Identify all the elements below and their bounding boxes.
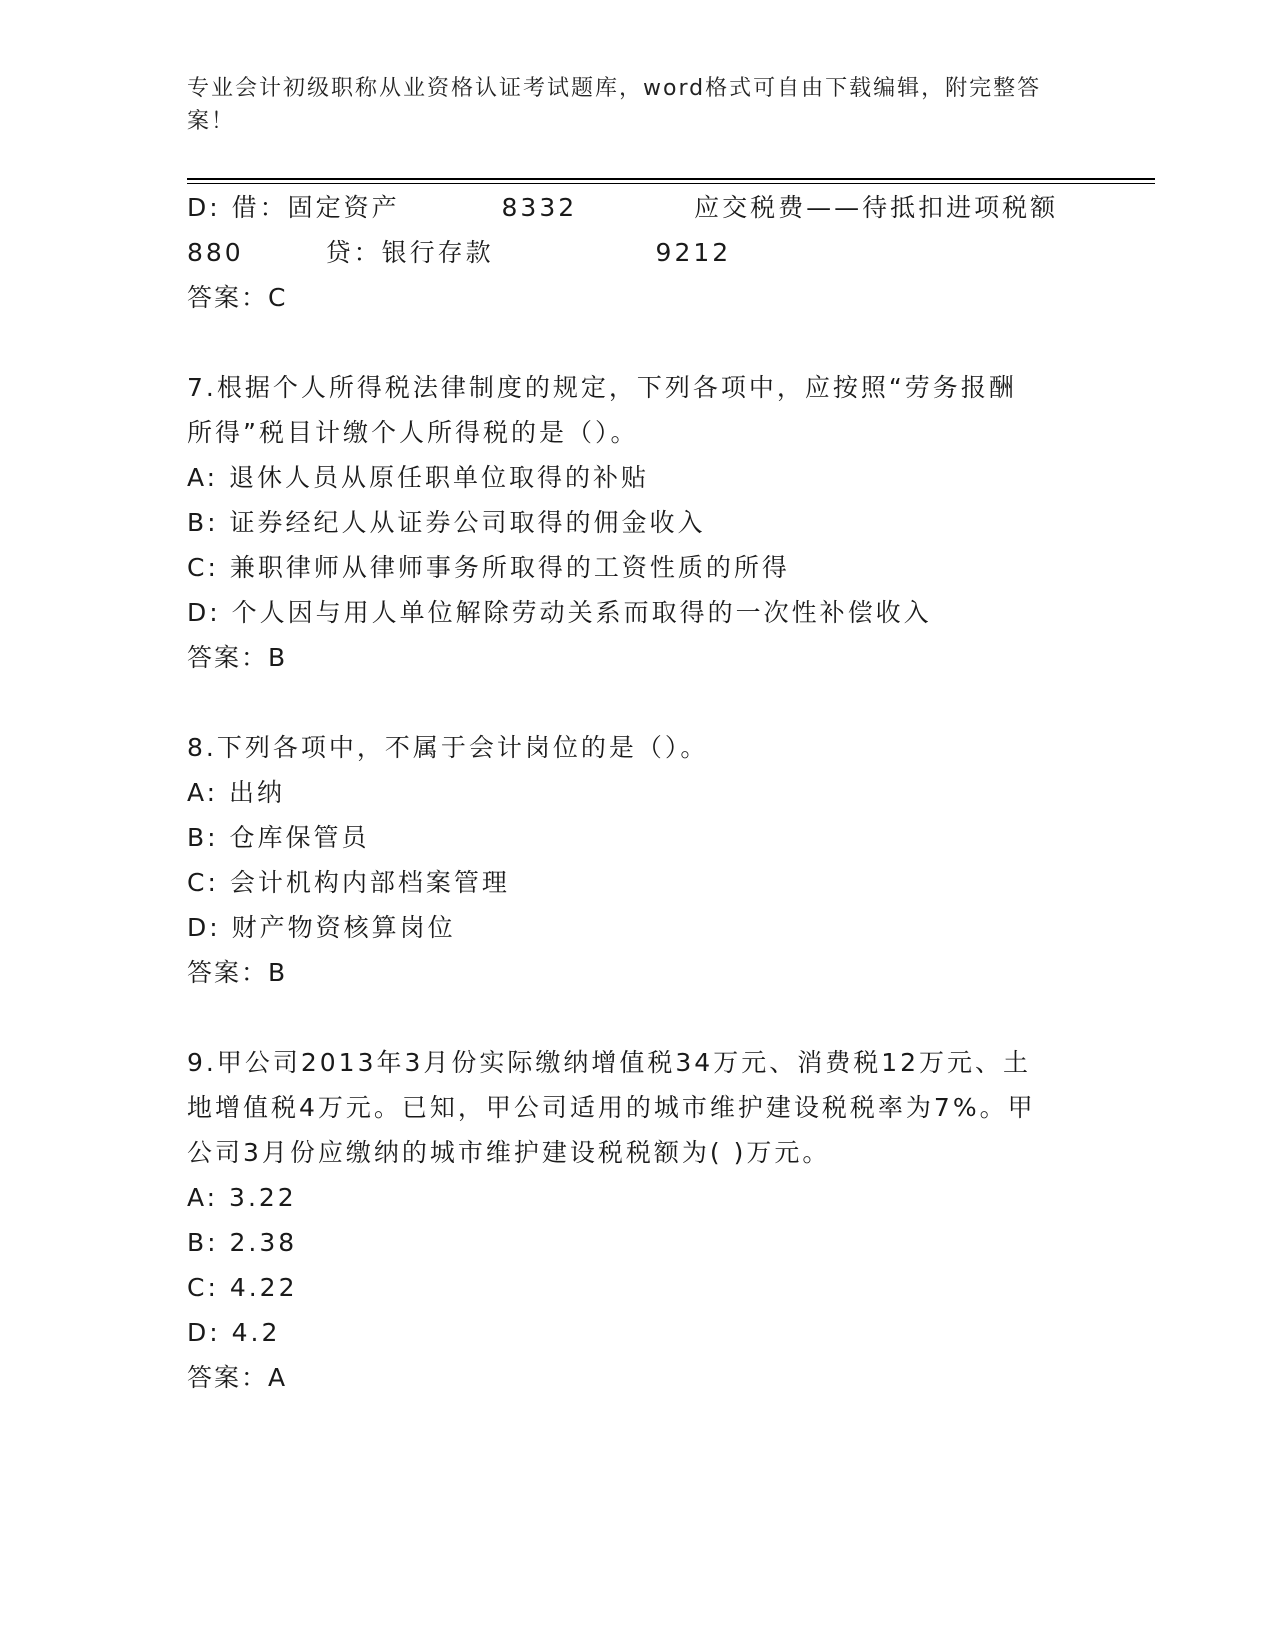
q6-option-d-line-1 xyxy=(187,193,1058,223)
q6-d-debit-amount: 8332 xyxy=(501,193,578,222)
document-header xyxy=(187,72,1087,138)
q7-stem-line-2: 所得”税目计缴个人所得税的是（）。 xyxy=(187,418,639,447)
q9-option-d: D: 4.2 xyxy=(187,1318,281,1347)
q9-stem-line-2: 地增值税4万元。已知，甲公司适用的城市维护建设税税率为7%。甲 xyxy=(187,1093,1036,1122)
q9-option-c: C: 4.22 xyxy=(187,1273,298,1302)
header-rule-thick xyxy=(187,178,1155,180)
q6-option-d-line-2 xyxy=(187,238,731,268)
q6-d-debit-label: D: 借：固定资产 xyxy=(187,193,400,222)
q6-d-tax-label: 应交税费——待抵扣进项税额 xyxy=(694,193,1059,222)
q9-stem-line-1: 9.甲公司2013年3月份实际缴纳增值税34万元、消费税12万元、土 xyxy=(187,1048,1032,1077)
q8-option-a: A: 出纳 xyxy=(187,778,286,807)
header-line-2: 案！ xyxy=(187,109,236,134)
q7-option-b: B: 证券经纪人从证券公司取得的佣金收入 xyxy=(187,508,706,537)
q8-option-d: D: 财产物资核算岗位 xyxy=(187,913,456,942)
q8-option-b: B: 仓库保管员 xyxy=(187,823,370,852)
q8-answer: 答案：B xyxy=(187,958,288,987)
q6-d-credit-label: 贷：银行存款 xyxy=(325,238,494,267)
q9-option-a: A: 3.22 xyxy=(187,1183,297,1212)
q9-answer: 答案：A xyxy=(187,1363,288,1392)
q9-option-b: B: 2.38 xyxy=(187,1228,298,1257)
q6-answer: 答案：C xyxy=(187,283,288,312)
q6-d-tax-amount: 880 xyxy=(187,238,244,267)
q7-option-a: A: 退休人员从原任职单位取得的补贴 xyxy=(187,463,650,492)
header-rule-thin xyxy=(187,183,1155,184)
header-line-1: 专业会计初级职称从业资格认证考试题库，word格式可自由下载编辑，附完整答 xyxy=(187,76,1042,101)
q6-d-credit-amount: 9212 xyxy=(655,238,732,267)
q8-stem: 8.下列各项中，不属于会计岗位的是（）。 xyxy=(187,733,709,762)
q7-answer: 答案：B xyxy=(187,643,288,672)
q7-stem-line-1: 7.根据个人所得税法律制度的规定，下列各项中，应按照“劳务报酬 xyxy=(187,373,1017,402)
q8-option-c: C: 会计机构内部档案管理 xyxy=(187,868,510,897)
q7-option-d: D: 个人因与用人单位解除劳动关系而取得的一次性补偿收入 xyxy=(187,598,932,627)
q7-option-c: C: 兼职律师从律师事务所取得的工资性质的所得 xyxy=(187,553,790,582)
q9-stem-line-3: 公司3月份应缴纳的城市维护建设税税额为( )万元。 xyxy=(187,1138,831,1167)
